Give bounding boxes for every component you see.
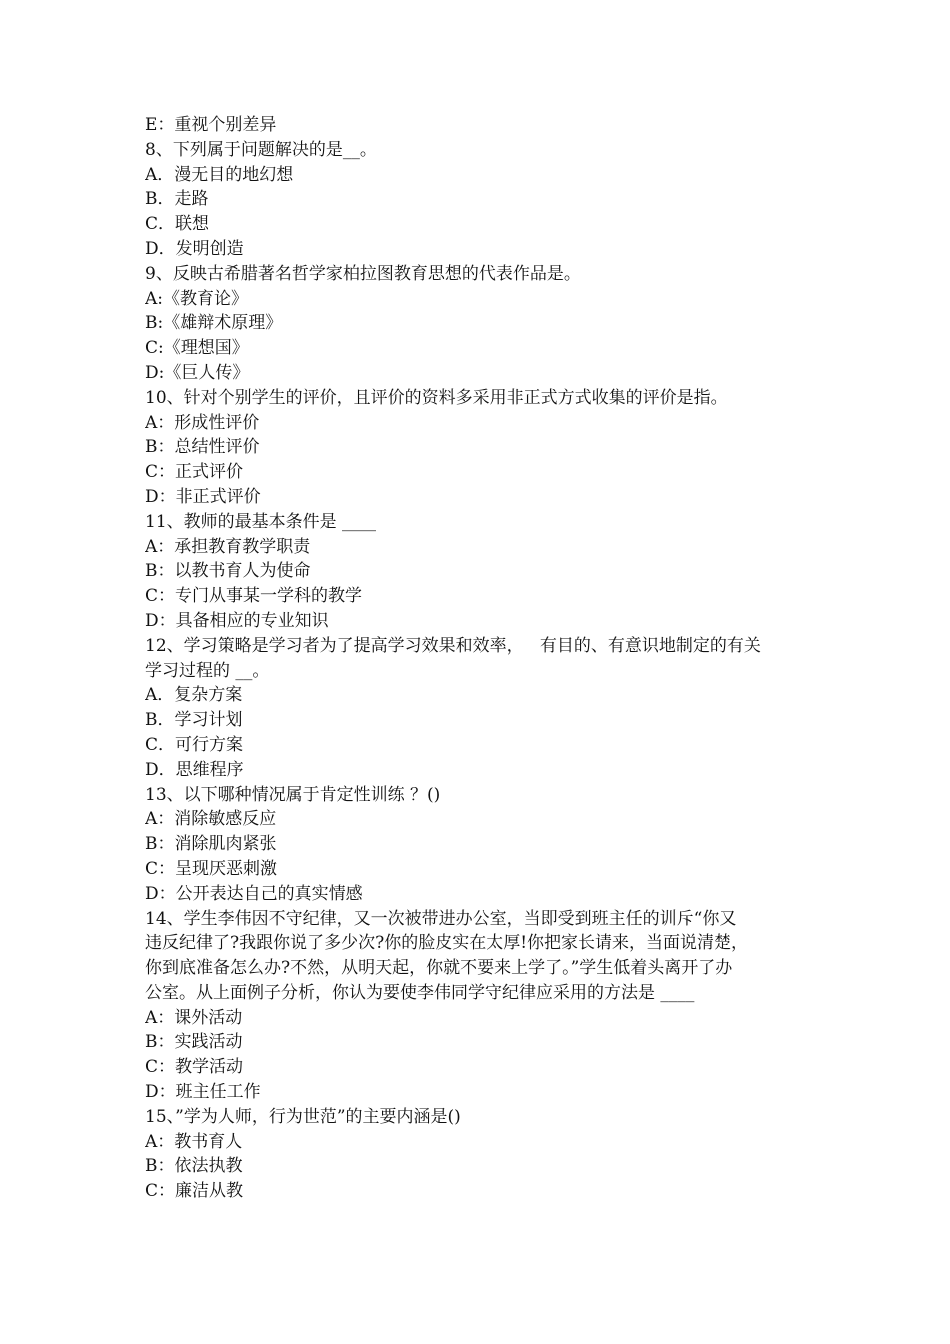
question-15: 15、”学为人师，行为世范”的主要内涵是(): [145, 1106, 461, 1127]
option-d-q10: D：非正式评价: [145, 486, 261, 507]
option-b-q14: B：实践活动: [145, 1032, 243, 1053]
question-8: 8、下列属于问题解决的是__。: [145, 139, 377, 160]
option-c-q14: C：教学活动: [145, 1057, 244, 1078]
option-d-q12: D．思维程序: [145, 759, 244, 780]
option-c-q13: C：呈现厌恶刺激: [145, 858, 278, 879]
option-b-q13: B：消除肌肉紧张: [145, 834, 277, 855]
option-a-q13: A：消除敏感反应: [145, 809, 277, 830]
option-c-q9: C:《理想国》: [145, 338, 249, 359]
option-c-q11: C：专门从事某一学科的教学: [145, 586, 363, 607]
option-d-q8: D．发明创造: [145, 238, 244, 259]
option-c-q10: C：正式评价: [145, 462, 244, 483]
option-a-q8: A．漫无目的地幻想: [145, 164, 294, 185]
option-b-q10: B：总结性评价: [145, 437, 260, 458]
option-a-q10: A：形成性评价: [145, 412, 260, 433]
question-14-line-4: 公室。从上面例子分析，你认为要使李伟同学守纪律应采用的方法是 ____: [145, 982, 695, 1003]
option-d-q11: D：具备相应的专业知识: [145, 610, 329, 631]
option-a-q11: A：承担教育教学职责: [145, 536, 311, 557]
option-b-q15: B：依法执教: [145, 1156, 243, 1177]
option-e-q7: E：重视个别差异: [145, 115, 277, 135]
question-13: 13、以下哪种情况属于肯定性训练 ？(): [145, 784, 441, 805]
option-a-q15: A：教书育人: [145, 1131, 243, 1152]
option-b-q8: B．走路: [145, 189, 209, 210]
question-12-line-2: 学习过程的 __。: [145, 660, 270, 681]
option-a-q9: A:《教育论》: [145, 288, 249, 309]
question-14-line-1: 14、学生李伟因不守纪律，又一次被带进办公室，当即受到班主任的训斥“你又: [145, 908, 737, 929]
question-11: 11、教师的最基本条件是 ____: [145, 511, 377, 532]
option-a-q12: A．复杂方案: [145, 685, 243, 706]
option-b-q12: B．学习计划: [145, 710, 243, 731]
option-d-q13: D：公开表达自己的真实情感: [145, 883, 363, 904]
option-d-q9: D:《巨人传》: [145, 362, 250, 383]
option-b-q9: B:《雄辩术原理》: [145, 313, 283, 334]
option-c-q15: C：廉洁从教: [145, 1181, 244, 1202]
question-14-line-2: 违反纪律了?我跟你说了多少次?你的脸皮实在太厚!你把家长请来，当面说清楚，: [145, 933, 749, 954]
option-c-q8: C．联想: [145, 214, 210, 235]
option-a-q14: A：课外活动: [145, 1007, 243, 1028]
question-10: 10、针对个别学生的评价，且评价的资料多采用非正式方式收集的评价是指。: [145, 387, 728, 408]
question-9: 9、反映古希腊著名哲学家柏拉图教育思想的代表作品是。: [145, 263, 581, 284]
option-b-q11: B：以教书育人为使命: [145, 561, 311, 582]
question-12-line-1: 12、学习策略是学习者为了提高学习效果和效率， 有目的、有意识地制定的有关: [145, 635, 761, 656]
option-d-q14: D：班主任工作: [145, 1082, 261, 1103]
option-c-q12: C．可行方案: [145, 734, 244, 755]
document-page: [145, 113, 810, 1204]
question-14-line-3: 你到底准备怎么办?不然，从明天起，你就不要来上学了。”学生低着头离开了办: [145, 958, 733, 979]
